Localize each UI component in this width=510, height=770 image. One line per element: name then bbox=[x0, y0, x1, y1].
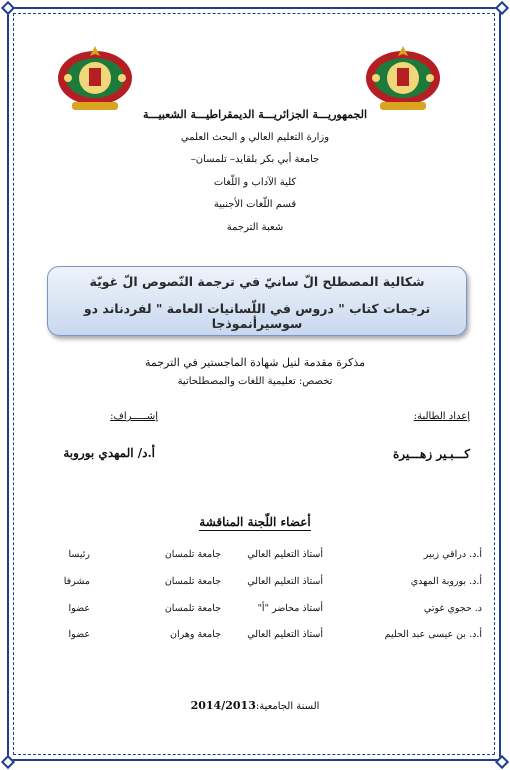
university-emblem-icon bbox=[364, 40, 442, 112]
member-rank: أستاذ محاضر "أ" bbox=[257, 603, 323, 614]
thesis-title: شكالية المصطلح الّ سانيّ في ترجمة النّصوص الّ غويّة bbox=[89, 274, 425, 289]
committee-row bbox=[0, 629, 510, 647]
republic-line: الجمهوريـــة الجزائريـــة الديمقراطيـــة الشعبيـــة bbox=[142, 108, 368, 121]
supervisor-label: إشـــــراف: bbox=[110, 411, 158, 422]
faculty-line: كلية الآداب و اللّغات bbox=[213, 176, 297, 188]
member-role: مشرفا bbox=[63, 576, 90, 587]
academic-year-label: السنة الجامعية: bbox=[255, 701, 320, 712]
specialty-line: تخصص: تعليمية اللغات والمصطلحاتية bbox=[177, 376, 333, 387]
supervisor-name: أ.د/ المهدي بوروبة bbox=[63, 446, 155, 460]
prepared-by-label: إعداد الطالبة: bbox=[413, 411, 470, 422]
university-line: جامعة أبي بكر بلقايد– تلمسان– bbox=[190, 154, 320, 165]
member-role: عضوا bbox=[68, 629, 90, 640]
member-role: عضوا bbox=[68, 603, 90, 614]
committee-row bbox=[0, 549, 510, 567]
member-name: أ.د. بن عيسى عبد الحليم bbox=[384, 629, 482, 640]
memo-description: مذكرة مقدمة لنيل شهادة الماجستير في الترجمة bbox=[144, 356, 366, 369]
member-university: جامعة تلمسان bbox=[164, 603, 221, 614]
university-emblem-icon bbox=[56, 40, 134, 112]
thesis-subtitle: ترجمات كتاب " دروس في اللّسانيات العامة " لفردناند دو سوسيرأنموذجا bbox=[83, 301, 431, 331]
committee-title bbox=[0, 515, 510, 529]
department-line: قسم اللّغات الأجنبية bbox=[213, 199, 297, 210]
member-rank: أستاذ التعليم العالي bbox=[247, 549, 323, 560]
academic-year-value: 2014/2013 bbox=[190, 699, 256, 712]
academic-year bbox=[0, 699, 510, 712]
member-university: جامعة تلمسان bbox=[164, 576, 221, 587]
member-rank: أستاذ التعليم العالي bbox=[247, 629, 323, 640]
committee-title-text: أعضاء اللّجنة المناقشة bbox=[199, 515, 311, 529]
member-name: أ.د. بوروبة المهدي bbox=[410, 576, 482, 587]
member-university: جامعة وهران bbox=[169, 629, 221, 640]
member-rank: أستاذ التعليم العالي bbox=[247, 576, 323, 587]
student-name: كـــبـير زهـــيرة bbox=[392, 447, 470, 461]
institution-header bbox=[0, 104, 510, 239]
member-university: جامعة تلمسان bbox=[164, 549, 221, 560]
committee-row bbox=[0, 576, 510, 594]
committee-row bbox=[0, 603, 510, 621]
member-name: د. حجوي غوتي bbox=[423, 603, 482, 614]
ministry-line: وزارة التعليم العالي و البحث العلمي bbox=[180, 131, 330, 143]
thesis-title-box bbox=[47, 266, 467, 336]
member-name: أ.د. دراقي زبير bbox=[423, 549, 482, 560]
branch-line: شعبة الترجمة bbox=[226, 221, 284, 233]
member-role: رئيسا bbox=[68, 549, 90, 560]
